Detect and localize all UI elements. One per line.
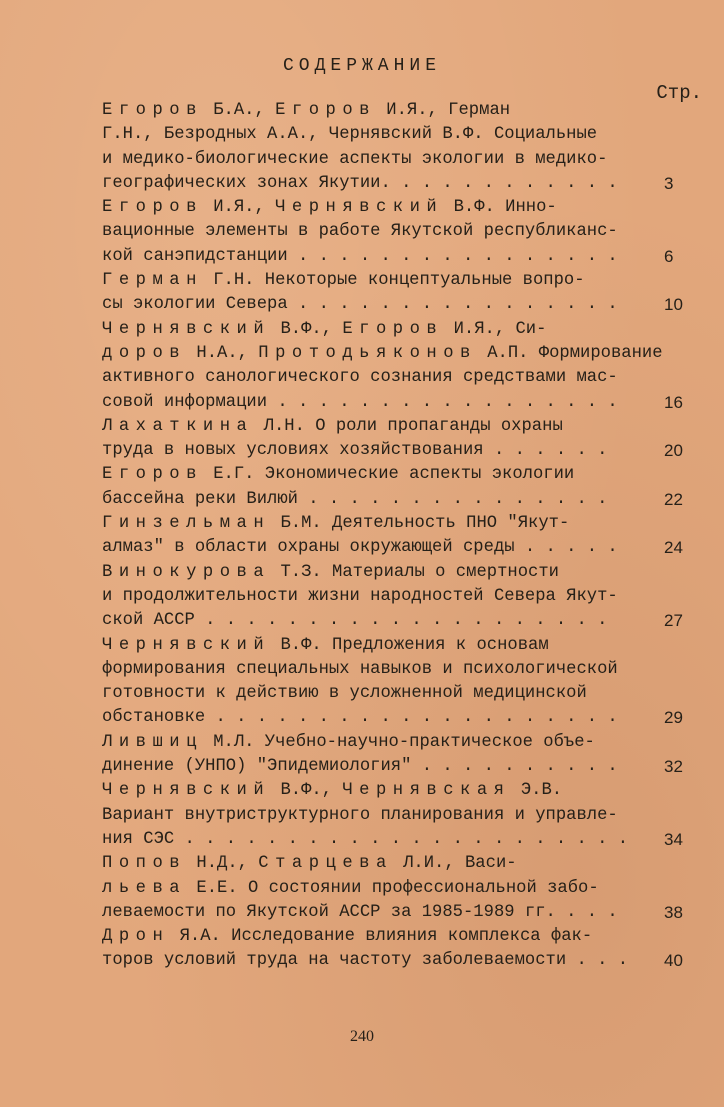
toc-line-text: труда в новых условиях хозяйствования . . . . . . bbox=[102, 441, 608, 461]
toc-line-text: сы экологии Севера . . . . . . . . . . . . . . . . bbox=[102, 295, 618, 315]
toc-line-text: Лахаткина Л.Н. О роли пропаганды охраны bbox=[102, 416, 563, 436]
toc-page-number: 38 bbox=[664, 902, 683, 922]
toc-page-number: 29 bbox=[664, 708, 683, 728]
toc-page-number: 27 bbox=[664, 611, 683, 631]
toc-line bbox=[102, 415, 702, 439]
toc-line-text: формирования специальных навыков и психологической bbox=[102, 659, 618, 679]
toc-line-text: географических зонах Якутии. . . . . . . . . . . . bbox=[102, 173, 618, 193]
toc-line-text: леваемости по Якутской АССР за 1985-1989 гг. . . . bbox=[102, 902, 618, 922]
toc-line-text: Дрон Я.А. Исследование влияния комплекса фак- bbox=[102, 927, 593, 947]
toc-line-text: алмаз" в области охраны окружающей среды . . . . . bbox=[102, 538, 618, 558]
toc-line-text: Чернявский В.Ф., Чернявская Э.В. bbox=[102, 781, 563, 801]
toc-line-text: Чернявский В.Ф., Егоров И.Я., Си- bbox=[102, 319, 547, 339]
table-of-contents bbox=[102, 99, 702, 974]
toc-line bbox=[102, 706, 702, 730]
toc-line bbox=[102, 148, 702, 172]
toc-line bbox=[102, 609, 702, 633]
toc-line bbox=[102, 342, 702, 366]
toc-line bbox=[102, 731, 702, 755]
toc-page-number: 22 bbox=[664, 489, 683, 509]
toc-line-text: Попов Н.Д., Старцева Л.И., Васи- bbox=[102, 854, 517, 874]
page-column-header: Стр. bbox=[656, 82, 702, 104]
toc-line-text: Винокурова Т.З. Материалы о смертности bbox=[102, 562, 559, 582]
toc-line bbox=[102, 682, 702, 706]
toc-line-text: и медико-биологические аспекты экологии в медико- bbox=[102, 149, 608, 169]
toc-line-text: готовности к действию в усложненной медицинской bbox=[102, 684, 587, 704]
toc-line-text: Егоров И.Я., Чернявский В.Ф. Инно- bbox=[102, 198, 557, 218]
toc-line-text: Г.Н., Безродных А.А., Чернявский В.Ф. Социальные bbox=[102, 125, 598, 145]
toc-line bbox=[102, 318, 702, 342]
toc-line bbox=[102, 561, 702, 585]
toc-page-number: 10 bbox=[664, 295, 683, 315]
toc-page-number: 20 bbox=[664, 441, 683, 461]
toc-line bbox=[102, 877, 702, 901]
toc-line bbox=[102, 245, 702, 269]
toc-page-number: 16 bbox=[664, 392, 683, 412]
toc-page-number: 3 bbox=[664, 173, 674, 193]
toc-line bbox=[102, 925, 702, 949]
toc-line-text: Чернявский В.Ф. Предложения к основам bbox=[102, 635, 549, 655]
toc-line bbox=[102, 949, 702, 973]
toc-line bbox=[102, 293, 702, 317]
toc-line-text: ской АССР . . . . . . . . . . . . . . . . . . . . bbox=[102, 611, 608, 631]
toc-line-text: Герман Г.Н. Некоторые концептуальные вопро- bbox=[102, 271, 585, 291]
footer-page-number: 240 bbox=[350, 1028, 374, 1045]
toc-line bbox=[102, 512, 702, 536]
toc-line bbox=[102, 172, 702, 196]
toc-line-text: динение (УНПО) "Эпидемиология" . . . . . . . . . . bbox=[102, 757, 618, 777]
toc-page-number: 34 bbox=[664, 829, 683, 849]
toc-line-text: Егоров Б.А., Егоров И.Я., Герман bbox=[102, 101, 511, 120]
toc-line bbox=[102, 196, 702, 220]
toc-page-number: 24 bbox=[664, 538, 683, 558]
toc-page-number: 32 bbox=[664, 757, 683, 777]
toc-line-text: активного санологического сознания средствами мас- bbox=[102, 368, 618, 388]
toc-line-text: ния СЭС . . . . . . . . . . . . . . . . . . . . . . bbox=[102, 829, 629, 849]
toc-line bbox=[102, 99, 702, 123]
toc-line bbox=[102, 123, 702, 147]
toc-line-text: Вариант внутриструктурного планирования и управле- bbox=[102, 805, 618, 825]
toc-line bbox=[102, 220, 702, 244]
toc-line bbox=[102, 391, 702, 415]
toc-line bbox=[102, 901, 702, 925]
toc-line-text: и продолжительности жизни народностей Севера Якут- bbox=[102, 586, 618, 606]
toc-line bbox=[102, 269, 702, 293]
toc-page-number: 40 bbox=[664, 951, 683, 971]
toc-line-text: льева Е.Е. О состоянии профессиональной забо- bbox=[102, 878, 599, 898]
toc-line bbox=[102, 804, 702, 828]
toc-line bbox=[102, 488, 702, 512]
toc-line bbox=[102, 536, 702, 560]
toc-line-text: Лившиц М.Л. Учебно-научно-практическое объе- bbox=[102, 732, 595, 752]
toc-line bbox=[102, 755, 702, 779]
toc-line-text: Гинзельман Б.М. Деятельность ПНО "Якут- bbox=[102, 514, 570, 534]
toc-line-text: доров Н.А., Протодьяконов А.П. Формирование bbox=[102, 343, 663, 363]
toc-line-text: торов условий труда на частоту заболеваемости . . . bbox=[102, 951, 629, 971]
toc-line bbox=[102, 828, 702, 852]
toc-line-text: обстановке . . . . . . . . . . . . . . . . . . . . bbox=[102, 708, 618, 728]
toc-line-text: бассейна реки Вилюй . . . . . . . . . . . . . . . bbox=[102, 489, 608, 509]
toc-line bbox=[102, 366, 702, 390]
toc-line-text: кой санэпидстанции . . . . . . . . . . . . . . . . bbox=[102, 246, 618, 266]
toc-line bbox=[102, 852, 702, 876]
toc-line-text: Егоров Е.Г. Экономические аспекты экологии bbox=[102, 465, 575, 485]
toc-line-text: вационные элементы в работе Якутской республиканс- bbox=[102, 222, 618, 242]
toc-line bbox=[102, 779, 702, 803]
page-title: СОДЕРЖАНИЕ bbox=[282, 56, 442, 76]
toc-line bbox=[102, 585, 702, 609]
toc-line bbox=[102, 634, 702, 658]
toc-page-number: 6 bbox=[664, 246, 674, 266]
toc-line bbox=[102, 463, 702, 487]
toc-line bbox=[102, 658, 702, 682]
toc-line-text: совой информации . . . . . . . . . . . . . . . . . bbox=[102, 392, 618, 412]
toc-line bbox=[102, 439, 702, 463]
